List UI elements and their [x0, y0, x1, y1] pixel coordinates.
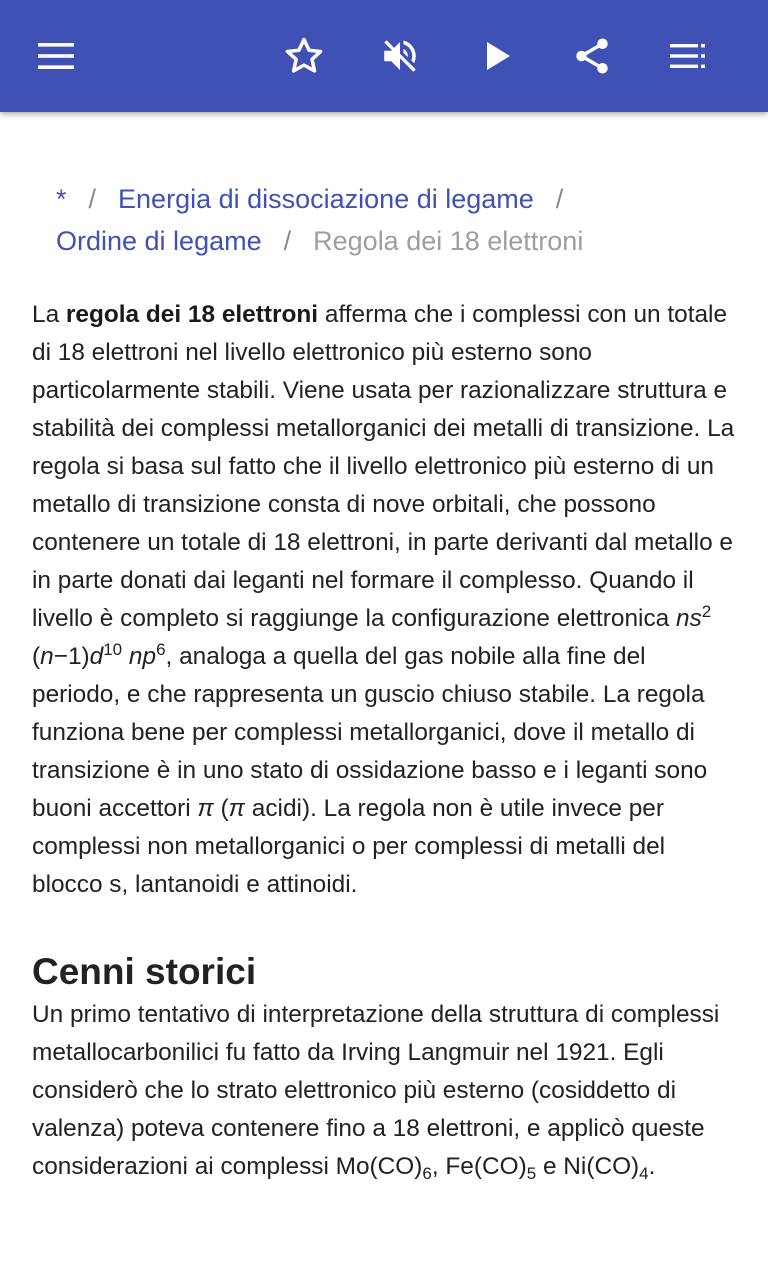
subscript: 6 — [422, 1164, 432, 1183]
intro-text: acidi). La regola non è utile invece per complessi non metallorganici o per complessi di metalli del blocco s, lantanoidi e attinoidi. — [32, 795, 666, 898]
formula-np: np — [128, 643, 157, 670]
history-text: Un primo tentativo di interpretazione della struttura di complessi metallocarbonilici fu fatto da Irving Langmuir nel 1921. Egli considerò che lo strato elettronico più esterno (cosiddetto di valenza) poteva contenere fino a 18 elettroni, e applicò queste considerazioni ai complessi Mo(CO) — [32, 1001, 720, 1180]
breadcrumb-home-link[interactable]: * — [56, 184, 67, 214]
star-outline-icon[interactable] — [276, 28, 332, 84]
formula-d: d — [89, 643, 104, 670]
formula-text: −1) — [53, 643, 90, 670]
formula-superscript: 6 — [156, 640, 166, 659]
intro-text: afferma che i complessi con un totale di 18 elettroni nel livello elettronico più esterno sono particolarmente stabili. Viene usata per razionalizzare struttura e stabilità dei complessi metallorganici dei metalli di transizione. La regola si basa sul fatto che il livello elettronico più esterno di un metallo di transizione consta di nove orbitali, che possono contenere un totale di 18 elettroni, in parte derivanti dal metallo e in parte donati dai leganti nel formare il complesso. Quando il livello è completo si raggiunge la configurazione elettronica — [32, 301, 735, 632]
formula-text — [122, 643, 129, 670]
app-toolbar — [0, 0, 768, 112]
intro-text: , analoga a quella del gas nobile alla fine del periodo, e che rappresenta un guscio chiuso stabile. La regola funziona bene per complessi metallorganici, dove il metallo di transizione è in uno stato di ossidazione basso e i leganti sono buoni accettori — [32, 643, 708, 822]
breadcrumb-separator: / — [88, 184, 97, 214]
history-text: e Ni(CO) — [536, 1153, 640, 1180]
breadcrumb-link-bond-order[interactable]: Ordine di legame — [56, 226, 262, 256]
breadcrumb — [56, 178, 676, 262]
breadcrumb-current-page: Regola dei 18 elettroni — [313, 226, 584, 256]
intro-bold-term: regola dei 18 elettroni — [65, 301, 319, 328]
formula-superscript: 10 — [103, 640, 123, 659]
menu-icon[interactable] — [28, 28, 84, 84]
subscript: 5 — [526, 1164, 537, 1183]
formula-text: ( — [32, 643, 41, 670]
formula-ns: ns — [676, 605, 702, 632]
share-icon[interactable] — [564, 28, 620, 84]
history-text: . — [648, 1153, 656, 1180]
breadcrumb-separator: / — [555, 184, 564, 214]
play-icon[interactable] — [470, 28, 526, 84]
breadcrumb-link-bond-dissociation-energy[interactable]: Energia di dissociazione di legame — [118, 184, 534, 214]
volume-off-icon[interactable] — [372, 28, 428, 84]
intro-text: La — [32, 301, 66, 328]
list-icon[interactable] — [660, 28, 716, 84]
history-text: , Fe(CO) — [431, 1153, 527, 1180]
intro-text: ( — [213, 795, 229, 822]
pi-symbol: π — [228, 795, 246, 822]
section-heading: Cenni storici — [32, 951, 257, 992]
article-body — [32, 296, 740, 1186]
intro-paragraph — [32, 296, 740, 904]
pi-symbol: π — [197, 795, 214, 822]
formula-superscript: 2 — [701, 602, 712, 621]
subscript: 4 — [639, 1164, 649, 1183]
breadcrumb-separator: / — [283, 226, 292, 256]
history-paragraph — [32, 996, 740, 1186]
article-content[interactable] — [0, 112, 768, 1280]
formula-n: n — [40, 643, 54, 670]
